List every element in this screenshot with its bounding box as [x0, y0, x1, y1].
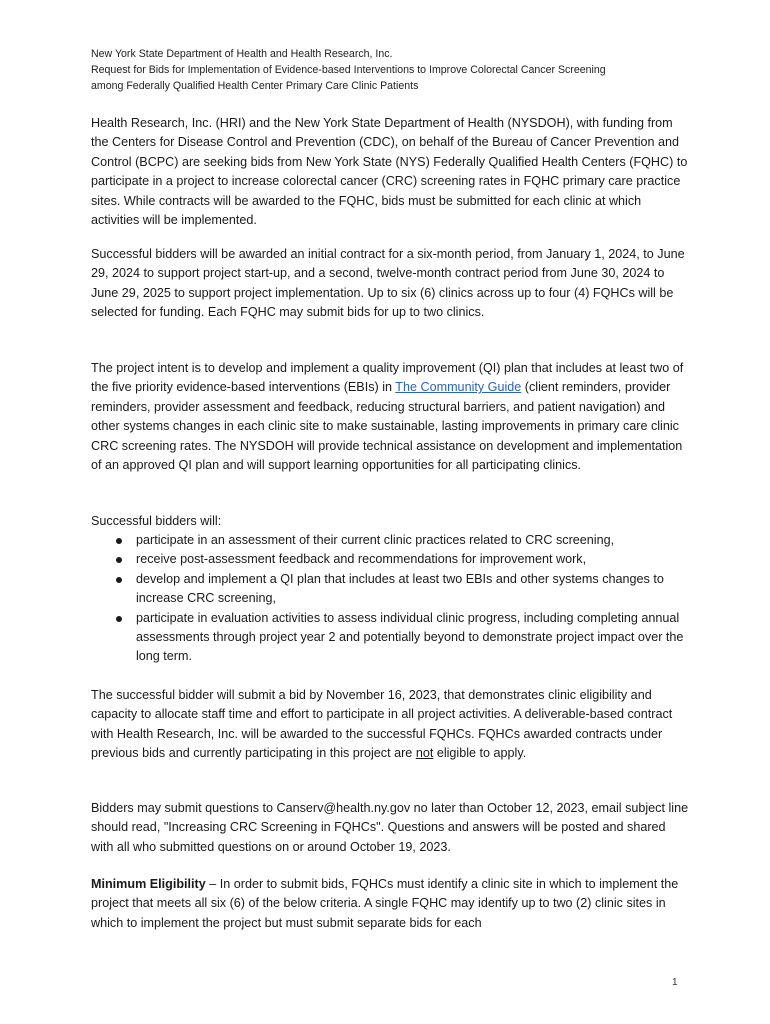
list-item: [91, 531, 691, 550]
minimum-eligibility-heading: Minimum Eligibility: [91, 877, 206, 891]
header-title-line-1: Request for Bids for Implementation of Evidence-based Interventions to Improve Colorectal Cancer Screening: [91, 64, 606, 76]
successful-bidders-intro: Successful bidders will:: [91, 514, 222, 528]
underlined-not: not: [415, 746, 434, 761]
paragraph-questions: Bidders may submit questions to Canserv@health.ny.gov no later than October 12, 2023, email subject line should read, "Increasing CRC Screening in FQHCs". Questions and answers will be posted and shared with all who submitted questions on or around October 19, 2023.: [91, 801, 689, 854]
paragraph-project-intent: [91, 359, 691, 475]
bullet-icon: [116, 577, 122, 583]
header-organization: New York State Department of Health and Health Research, Inc.: [91, 48, 393, 60]
document-header: [91, 46, 711, 94]
list-item-text: develop and implement a QI plan that includes at least two EBIs and other systems changes to increase CRC screening,: [136, 571, 664, 606]
minimum-eligibility-text: – In order to submit bids, FQHCs must identify a clinic site in which to implement the project that meets all six (6) of the below criteria. A single FQHC may identify up to two (2) clinic sites in which to implement the project but must submit separate bids for each: [91, 877, 679, 930]
community-guide-link[interactable]: The Community Guide: [395, 380, 522, 395]
list-item: [91, 609, 691, 667]
bid-submission-text-start: The successful bidder will submit a bid by November 16, 2023, that demonstrates clinic eligibility and capacity to allocate staff time and effort to participate in all project activities. A deliverable-based contract with Health Research, Inc. will be awarded to the successful FQHCs. FQHCs awarded contracts under previous bids and currently participating in this project are: [91, 688, 673, 761]
list-item-text: participate in an assessment of their current clinic practices related to CRC screening,: [136, 533, 615, 547]
header-title-line-2: among Federally Qualified Health Center Primary Care Clinic Patients: [91, 80, 419, 92]
project-intent-text-start: The project intent is to develop and implement a quality improvement (QI) plan that includes at least two of the five priority evidence-based interventions (EBIs) in: [91, 361, 684, 395]
paragraph-bid-submission: [91, 686, 691, 764]
page-number: 1: [672, 977, 678, 988]
project-intent-text-end: (client reminders, provider reminders, provider assessment and feedback, reducing structural barriers, and patient navigation) and other systems changes in each clinic site to make sustainable, lasting improvements in primary care clinic CRC screening rates. The NYSDOH will provide technical assistance on development and implementation of an approved QI plan and will support learning opportunities for all participating clinics.: [91, 380, 683, 473]
list-item: [91, 570, 691, 609]
successful-bidders-list: [91, 531, 691, 667]
paragraph-contract-period: Successful bidders will be awarded an initial contract for a six-month period, from January 1, 2024, to June 29, 2024 to support project start-up, and a second, twelve-month contract period from June 30, 2024 to June 29, 2025 to support project implementation. Up to six (6) clinics across up to four (4) FQHCs will be selected for funding. Each FQHC may submit bids for up to two clinics.: [91, 247, 685, 320]
list-item: [91, 550, 691, 569]
list-item-text: receive post-assessment feedback and recommendations for improvement work,: [136, 552, 587, 567]
bullet-icon: [116, 616, 122, 622]
paragraph-intro: Health Research, Inc. (HRI) and the New York State Department of Health (NYSDOH), with funding from the Centers for Disease Control and Prevention (CDC), on behalf of the Bureau of Cancer Prevention and Control (BCPC) are seeking bids from New York State (NYS) Federally Qualified Health Centers (FQHC) to participate in a project to increase colorectal cancer (CRC) screening rates in FQHC primary care practice sites. While contracts will be awarded to the FQHC, bids must be submitted for each clinic at which activities will be implemented.: [91, 116, 688, 228]
bid-submission-text-end: eligible to apply.: [433, 746, 527, 761]
list-item-text: participate in evaluation activities to assess individual clinic progress, including completing annual assessments through project year 2 and potentially beyond to demonstrate project impact over the long term.: [136, 610, 684, 664]
paragraph-minimum-eligibility: [91, 875, 691, 933]
bullet-icon: [116, 557, 122, 563]
bullet-icon: [116, 538, 122, 544]
